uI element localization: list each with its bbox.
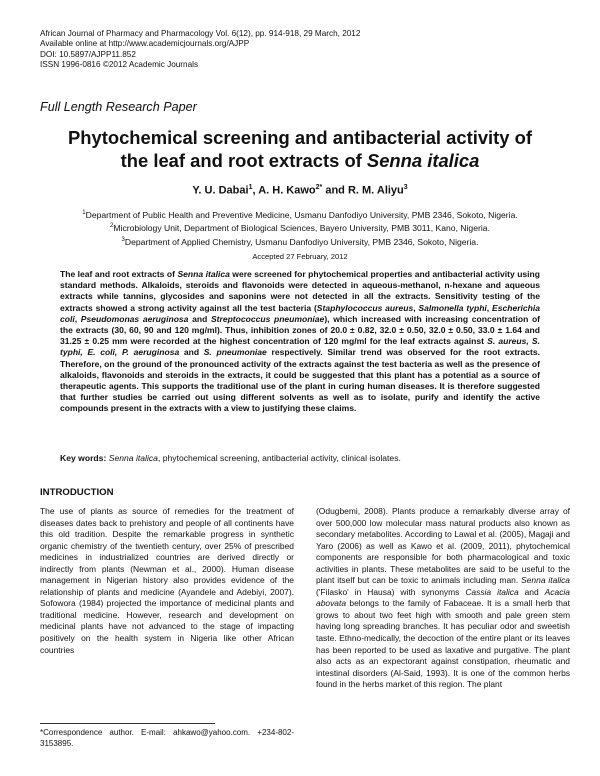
title-line-2: the leaf and root extracts of <box>120 150 367 171</box>
abstract-species: S. pneumoniae <box>203 347 267 358</box>
author-name: R. M. Aliyu <box>347 184 404 197</box>
abstract-species: Streptococcus pneumoniae <box>210 313 325 324</box>
author-name: A. H. Kawo <box>258 184 316 197</box>
title-species: Senna italica <box>366 150 480 171</box>
intro-text: belongs to the family of Fabaceae. It is a small herb that grows to about two feet high with smooth and pale green stem having long spreading branches. It has peculiar odor and sweetish taste. Ethno-medically, the decoction of the entire plant or its leaves has been reported to be used as laxative and purgative. The plant also acts as an expectorant against constipation, rheumatic and intestinal disorders (Al-Said, 1993). It is one of the common herbs found in the herbs market of this region. The plant <box>316 598 570 690</box>
affiliation-number: 2 <box>110 223 114 230</box>
intro-text: ('Filasko' in Hausa) with synonyms <box>316 586 466 597</box>
affiliation-line <box>40 208 560 221</box>
abstract-text: ), which increased with increasing concentration of the extracts (30, 60, 90 and 120 mg/ml). Thus, inhibition zones of 20.0 ± 0.82, 32.0 ± 0.50, 32.0 ± 0.50, 33.0 ± 1.64 and 31.25 ± 0.25 mm were recorded at the highest concentration of 120 mg/ml for the leaf extracts against <box>60 313 541 347</box>
section-heading-introduction: INTRODUCTION <box>40 487 114 498</box>
affiliation-line <box>40 235 560 248</box>
abstract-text: and <box>179 347 204 358</box>
footnote-divider <box>40 723 215 724</box>
author-conjunction: and <box>325 184 348 197</box>
abstract-species: Pseudomonas aeruginosa <box>80 313 189 324</box>
author-affiliation-mark: 2* <box>315 184 323 191</box>
intro-column-left: The use of plants as source of remedies for the treatment of diseases dates back to prehistory and people of all continents have this old tradition. Despite the remarkable progress in synthetic organic chemistry of the twentieth century, over 25% of prescribed medicines in industrialized countries are derived directly or indirectly from plants (Newman et al., 2000). Human disease management in Nigerian history also provides evidence of the relationship of plants and medicine (Ayandele and Adebiyi, 2007). Sofowora (1984) projected the importance of medicinal plants and traditional medicine. However, research and development on medicinal plants have not advanced to the stage of impacting positively on the health system in Nigeria like other African countries <box>40 506 294 655</box>
abstract-species: Staphylococcus aureus <box>316 302 414 313</box>
abstract-species: Escherichia coli <box>60 302 541 324</box>
abstract-species: Salmonella typhi <box>418 302 487 313</box>
paper-type-label: Full Length Research Paper <box>40 100 197 114</box>
intro-text: (Odugbemi, 2008). Plants produce a remarkably diverse array of over 500,000 low molecular mass natural products also known as secondary metabolites. According to Lawal et al. (2005), Magaji and Yaro (2006) as well as Kawo et al. (2009, 2011), phytochemical components are responsible for both pharmacological and toxic activities in plants. These metabolites are said to be useful to the plant itself but can be toxic to animals including man. <box>316 506 570 586</box>
correspondence-footnote: *Correspondence author. E-mail: ahkawo@yahoo.com. +234-802-3153895. <box>40 728 294 748</box>
availability-line: Available online at http://www.academicjournals.org/AJPP <box>40 39 250 49</box>
affiliation-number: 3 <box>121 236 125 243</box>
affiliation-text: Microbiology Unit, Department of Biological Sciences, Bayero University, PMB 3011, Kano, Nigeria. <box>113 223 490 234</box>
affiliations <box>40 208 560 248</box>
intro-species: Cassia italica <box>465 586 519 597</box>
intro-text: and <box>518 586 545 597</box>
affiliation-text: Department of Public Health and Preventive Medicine, Usmanu Danfodiyo University, PMB 2346, Sokoto, Nigeria. <box>85 209 518 220</box>
abstract-text: , <box>74 313 81 324</box>
journal-header <box>40 29 460 71</box>
affiliation-text: Department of Applied Chemistry, Usmanu Danfodiyo University, PMB 2346, Sokoto, Nigeria. <box>124 236 479 247</box>
abstract-text: The leaf and root extracts of <box>60 269 178 279</box>
intro-species: Acacia abovata <box>316 586 570 609</box>
keywords-list: , phytochemical screening, antibacterial activity, clinical isolates. <box>157 453 401 463</box>
intro-column-right <box>316 506 570 691</box>
abstract-text: , <box>413 302 419 313</box>
abstract-species: S. aureus, S. typhi, E. coli, P. aeruginosa <box>60 336 540 358</box>
doi-line: DOI: 10.5897/AJPP11.852 <box>40 49 136 59</box>
abstract-text: , <box>486 302 493 313</box>
abstract-text: were screened for phytochemical properties and antibacterial activity using standard methods. Alkaloids, steroids and flavonoids were detected in aqueous-methanol, n-hexane and aqueous extracts while tannins, glycosides and saponins were not detected in all the extracts. Sensitivity testing of the extracts showed a strong activity against all the test bacteria ( <box>60 269 540 313</box>
author-name: Y. U. Dabai <box>192 184 249 197</box>
journal-citation: African Journal of Pharmacy and Pharmacology Vol. 6(12), pp. 914-918, 29 March, 2012 <box>40 29 361 38</box>
affiliation-number: 1 <box>82 210 86 216</box>
intro-species: Senna italica <box>521 575 570 586</box>
abstract-species: Senna italica <box>177 269 230 279</box>
keywords <box>60 453 540 463</box>
title-line-1: Phytochemical screening and antibacterial activity of <box>67 127 532 148</box>
abstract-text: respectively. Similar trend was observed for the root extracts. Therefore, on the ground of the pronounced activity of the extracts against the test bacteria as well as the presence of alkaloids, flavonoids and steroids in the extracts, it could be suggested that this plant has a potential as a source of therapeutic agents. This supports the traditional use of the plant in curing human diseases. It is therefore suggested that further studies be carried out using different solvents as well as to isolate, purify and identify the active compounds present in the extracts with a view to justifying these claims. <box>60 347 540 414</box>
accepted-date: Accepted 27 February, 2012 <box>252 252 348 261</box>
keyword-species: Senna italica <box>106 453 158 463</box>
abstract-text: and <box>188 313 211 324</box>
author-affiliation-mark: 3 <box>403 184 408 191</box>
issn-line: ISSN 1996-0816 ©2012 Academic Journals <box>40 60 199 70</box>
paper-title <box>30 126 570 172</box>
author-affiliation-mark: 1 <box>248 184 253 191</box>
abstract <box>60 269 540 415</box>
keywords-label: Key words: <box>60 453 107 463</box>
author-list: Y. U. Dabai$^1$, A. H. Kawo$^{2*}$ and R. M. Aliyu$^3$ <box>192 184 408 197</box>
affiliation-line <box>40 221 560 234</box>
